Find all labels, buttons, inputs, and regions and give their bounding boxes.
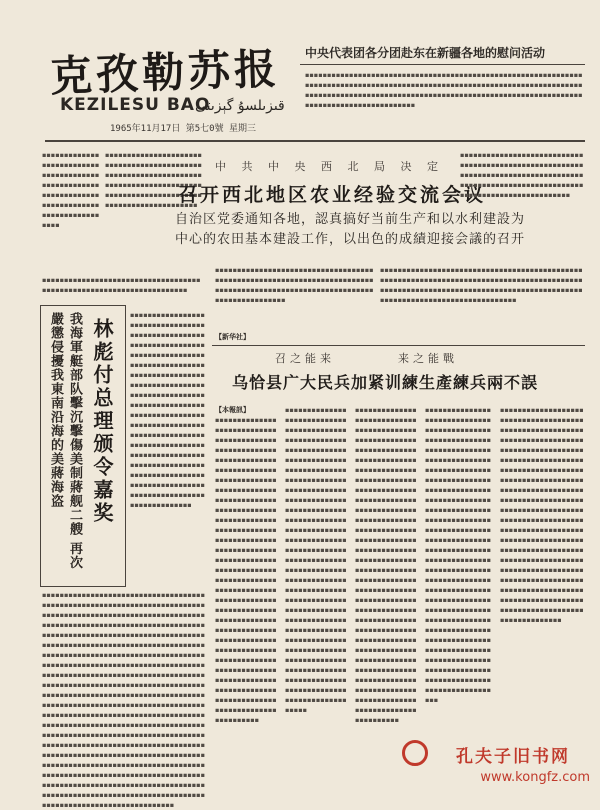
- lead-story-deck-line1: 自治区党委通知各地，認真搞好当前生产和以水利建設为: [175, 212, 526, 227]
- top-story-headline: 中央代表团各分团赴东在新疆各地的慰问活动: [305, 46, 546, 60]
- divider: [212, 345, 585, 346]
- second-story-col-2: ▪▪▪▪▪▪▪▪▪▪▪▪▪▪▪▪▪▪▪▪▪▪▪▪▪▪▪▪▪▪▪▪▪▪▪▪▪▪▪▪▪▪▪▪▪▪▪▪▪▪▪▪▪▪▪▪▪▪▪▪▪▪▪▪▪▪▪▪▪▪▪▪▪▪▪▪▪▪▪▪▪▪▪▪▪▪▪▪▪▪▪▪▪▪▪▪▪▪▪▪▪▪▪▪▪▪▪▪▪▪▪▪▪▪▪▪▪▪▪▪▪▪▪▪▪▪▪▪▪▪▪▪▪▪▪▪▪▪▪▪▪▪▪▪▪▪▪▪▪▪▪▪▪▪▪▪▪▪▪▪▪▪▪▪▪▪▪▪▪▪▪▪▪▪▪▪▪▪▪▪▪▪▪▪▪▪▪▪▪▪▪▪▪▪▪▪▪▪▪▪▪▪▪▪▪▪▪▪▪▪▪▪▪▪▪▪▪▪▪▪▪▪▪▪▪▪▪▪▪▪▪▪▪▪▪▪▪▪▪▪▪▪▪▪▪▪▪▪▪▪▪▪▪▪▪▪▪▪▪▪▪▪▪▪▪▪▪▪▪▪▪▪▪▪▪▪▪▪▪▪▪▪▪▪▪▪▪▪▪▪▪▪▪▪▪▪▪▪▪▪▪▪▪▪▪▪▪▪▪▪▪▪▪▪▪▪▪▪▪▪▪▪▪▪▪▪▪▪▪▪▪▪▪▪▪▪▪▪▪▪▪▪▪▪▪▪▪▪▪▪▪▪▪▪▪▪▪▪▪▪▪▪▪▪▪▪▪▪▪▪▪▪▪▪▪▪▪▪▪▪▪▪▪▪▪▪▪▪▪▪▪▪▪▪▪▪▪▪▪▪▪▪▪▪▪▪▪▪▪▪▪▪▪▪▪▪▪▪▪▪▪▪▪▪▪: [285, 406, 347, 714]
- masthead-rule: [45, 140, 585, 142]
- second-story-kicker-left: 召之能来: [275, 352, 335, 365]
- newspaper-title: 克孜勒苏报: [49, 43, 281, 101]
- right-column-body: ▪▪▪▪▪▪▪▪▪▪▪▪▪▪▪▪▪▪▪▪▪▪▪▪▪▪▪▪▪▪▪▪▪▪▪▪▪▪▪▪▪▪▪▪▪▪▪▪▪▪▪▪▪▪▪▪▪▪▪▪▪▪▪▪▪▪▪▪▪▪▪▪▪▪▪▪▪▪▪▪▪▪▪▪▪▪▪▪▪▪▪▪▪▪▪▪▪▪▪▪▪▪▪▪▪▪▪▪▪▪▪▪▪▪▪▪▪▪▪▪▪▪▪▪▪▪▪▪▪▪▪▪▪▪▪▪▪: [460, 151, 584, 199]
- second-story-headline: 乌恰县广大民兵加紧训練生產練兵兩不誤: [232, 373, 539, 392]
- watermark-text: 孔夫子旧书网: [456, 747, 570, 767]
- lead-story-kicker: 中 共 中 央 西 北 局 决 定: [215, 160, 444, 173]
- watermark-logo-icon: [402, 740, 428, 766]
- watermark-url: www.kongfz.com: [480, 770, 590, 785]
- newspaper-title-uyghur: قىزىلسۇ گېزىتى: [195, 98, 285, 114]
- lead-story-body-1: ▪▪▪▪▪▪▪▪▪▪▪▪▪▪▪▪▪▪▪▪▪▪▪▪▪▪▪▪▪▪▪▪▪▪▪▪▪▪▪▪▪▪▪▪▪▪▪▪▪▪▪▪▪▪▪▪▪▪▪▪▪▪▪▪▪▪▪▪▪▪▪▪▪▪▪▪▪▪▪▪▪▪▪▪▪▪▪▪▪▪▪▪▪▪▪▪▪▪▪▪▪▪▪▪▪▪▪▪▪▪▪▪▪▪▪▪▪▪▪▪▪▪▪▪: [215, 266, 374, 304]
- lead-story-deck-line2: 中心的农田基本建設工作，以出色的成績迎接会議的召开: [175, 232, 526, 247]
- xinhua-tag: 【新华社】: [215, 333, 250, 341]
- second-story-col-5: ▪▪▪▪▪▪▪▪▪▪▪▪▪▪▪▪▪▪▪▪▪▪▪▪▪▪▪▪▪▪▪▪▪▪▪▪▪▪▪▪▪▪▪▪▪▪▪▪▪▪▪▪▪▪▪▪▪▪▪▪▪▪▪▪▪▪▪▪▪▪▪▪▪▪▪▪▪▪▪▪▪▪▪▪▪▪▪▪▪▪▪▪▪▪▪▪▪▪▪▪▪▪▪▪▪▪▪▪▪▪▪▪▪▪▪▪▪▪▪▪▪▪▪▪▪▪▪▪▪▪▪▪▪▪▪▪▪▪▪▪▪▪▪▪▪▪▪▪▪▪▪▪▪▪▪▪▪▪▪▪▪▪▪▪▪▪▪▪▪▪▪▪▪▪▪▪▪▪▪▪▪▪▪▪▪▪▪▪▪▪▪▪▪▪▪▪▪▪▪▪▪▪▪▪▪▪▪▪▪▪▪▪▪▪▪▪▪▪▪▪▪▪▪▪▪▪▪▪▪▪▪▪▪▪▪▪▪▪▪▪▪▪▪▪▪▪▪▪▪▪▪▪▪▪▪▪▪▪▪▪▪▪▪▪▪▪▪▪▪▪▪▪▪▪▪▪▪▪▪▪▪▪▪▪▪▪▪▪▪▪▪▪▪▪▪▪▪▪▪▪▪▪▪▪▪▪▪▪▪▪▪▪▪▪▪▪▪▪▪▪▪▪▪▪▪▪▪▪▪▪▪▪▪▪▪▪▪▪▪▪▪▪▪▪▪▪▪▪▪▪▪▪▪▪▪▪▪▪▪▪▪▪▪▪▪▪▪▪▪▪▪▪▪▪▪▪▪▪▪▪▪▪▪▪▪▪▪▪▪▪▪▪▪▪▪▪▪▪▪▪▪▪▪▪▪▪▪▪▪▪▪▪▪: [500, 406, 584, 624]
- lead-story-body-2: ▪▪▪▪▪▪▪▪▪▪▪▪▪▪▪▪▪▪▪▪▪▪▪▪▪▪▪▪▪▪▪▪▪▪▪▪▪▪▪▪▪▪▪▪▪▪▪▪▪▪▪▪▪▪▪▪▪▪▪▪▪▪▪▪▪▪▪▪▪▪▪▪▪▪▪▪▪▪▪▪▪▪▪▪▪▪▪▪▪▪▪▪▪▪▪▪▪▪▪▪▪▪▪▪▪▪▪▪▪▪▪▪▪▪▪▪▪▪▪▪▪▪▪▪▪▪▪▪▪▪▪▪▪▪▪▪▪▪▪▪▪▪▪▪▪▪▪▪▪▪▪▪▪▪▪▪▪▪▪▪▪▪▪▪▪▪▪▪▪: [380, 266, 583, 304]
- left-column-body: ▪▪▪▪▪▪▪▪▪▪▪▪▪▪▪▪▪▪▪▪▪▪▪▪▪▪▪▪▪▪▪▪▪▪▪▪▪▪▪▪▪▪▪▪▪▪▪▪▪▪▪▪▪▪▪▪▪▪▪▪▪▪▪▪▪▪▪▪▪▪▪▪▪▪▪▪▪▪▪▪▪▪▪▪▪▪▪▪▪▪▪▪▪▪▪: [42, 151, 100, 229]
- second-story-kicker-right: 来之能戰: [398, 352, 458, 365]
- left-column-body-2: ▪▪▪▪▪▪▪▪▪▪▪▪▪▪▪▪▪▪▪▪▪▪▪▪▪▪▪▪▪▪▪▪▪▪▪▪▪▪▪▪▪▪▪▪▪▪▪▪▪▪▪▪▪▪▪▪▪▪▪▪▪▪▪▪▪▪▪▪▪▪▪▪▪▪▪▪▪▪▪▪▪▪▪▪▪▪▪▪▪▪▪▪▪▪▪▪▪▪▪▪▪▪▪▪▪▪▪▪▪▪▪▪▪▪▪▪▪▪▪▪▪▪▪▪▪▪▪▪▪▪▪: [105, 151, 202, 209]
- left-column-body-3: ▪▪▪▪▪▪▪▪▪▪▪▪▪▪▪▪▪▪▪▪▪▪▪▪▪▪▪▪▪▪▪▪▪▪▪▪▪▪▪▪▪▪▪▪▪▪▪▪▪▪▪▪▪▪▪▪▪▪▪▪▪▪▪▪▪▪▪▪▪: [42, 276, 201, 294]
- second-story-col-1: ▪▪▪▪▪▪▪▪▪▪▪▪▪▪▪▪▪▪▪▪▪▪▪▪▪▪▪▪▪▪▪▪▪▪▪▪▪▪▪▪▪▪▪▪▪▪▪▪▪▪▪▪▪▪▪▪▪▪▪▪▪▪▪▪▪▪▪▪▪▪▪▪▪▪▪▪▪▪▪▪▪▪▪▪▪▪▪▪▪▪▪▪▪▪▪▪▪▪▪▪▪▪▪▪▪▪▪▪▪▪▪▪▪▪▪▪▪▪▪▪▪▪▪▪▪▪▪▪▪▪▪▪▪▪▪▪▪▪▪▪▪▪▪▪▪▪▪▪▪▪▪▪▪▪▪▪▪▪▪▪▪▪▪▪▪▪▪▪▪▪▪▪▪▪▪▪▪▪▪▪▪▪▪▪▪▪▪▪▪▪▪▪▪▪▪▪▪▪▪▪▪▪▪▪▪▪▪▪▪▪▪▪▪▪▪▪▪▪▪▪▪▪▪▪▪▪▪▪▪▪▪▪▪▪▪▪▪▪▪▪▪▪▪▪▪▪▪▪▪▪▪▪▪▪▪▪▪▪▪▪▪▪▪▪▪▪▪▪▪▪▪▪▪▪▪▪▪▪▪▪▪▪▪▪▪▪▪▪▪▪▪▪▪▪▪▪▪▪▪▪▪▪▪▪▪▪▪▪▪▪▪▪▪▪▪▪▪▪▪▪▪▪▪▪▪▪▪▪▪▪▪▪▪▪▪▪▪▪▪▪▪▪▪▪▪▪▪▪▪▪▪▪▪▪▪▪▪▪▪▪▪▪▪▪▪▪▪▪▪▪▪▪▪▪▪▪▪▪▪▪▪▪▪▪▪▪▪▪▪▪▪▪▪▪▪▪▪▪▪▪▪▪▪▪▪▪▪▪▪▪▪▪▪▪▪▪▪▪▪▪▪▪▪▪▪▪▪▪▪▪: [215, 416, 277, 724]
- military-story-body-2: ▪▪▪▪▪▪▪▪▪▪▪▪▪▪▪▪▪▪▪▪▪▪▪▪▪▪▪▪▪▪▪▪▪▪▪▪▪▪▪▪▪▪▪▪▪▪▪▪▪▪▪▪▪▪▪▪▪▪▪▪▪▪▪▪▪▪▪▪▪▪▪▪▪▪▪▪▪▪▪▪▪▪▪▪▪▪▪▪▪▪▪▪▪▪▪▪▪▪▪▪▪▪▪▪▪▪▪▪▪▪▪▪▪▪▪▪▪▪▪▪▪▪▪▪▪▪▪▪▪▪▪▪▪▪▪▪▪▪▪▪▪▪▪▪▪▪▪▪▪▪▪▪▪▪▪▪▪▪▪▪▪▪▪▪▪▪▪▪▪▪▪▪▪▪▪▪▪▪▪▪▪▪▪▪▪▪▪▪▪▪▪▪▪▪▪▪▪▪▪▪▪▪▪▪▪▪▪▪▪▪▪▪▪▪▪▪▪▪▪▪▪▪▪▪▪▪▪▪▪▪▪▪▪▪▪▪▪▪▪▪▪▪▪▪▪▪▪▪▪▪▪▪▪▪▪▪▪▪▪▪▪▪▪▪▪▪▪▪▪▪▪▪▪▪▪▪▪▪▪▪▪▪▪▪▪▪▪▪▪▪▪▪▪▪▪▪▪▪▪▪▪▪▪▪▪▪▪▪▪▪▪▪▪▪▪▪▪▪▪▪▪▪▪▪▪▪▪▪▪▪▪▪▪▪▪▪▪▪▪▪▪▪▪▪▪▪▪▪▪▪▪▪▪▪▪▪▪▪▪▪▪▪▪▪▪▪▪▪▪▪▪▪▪▪▪▪▪▪▪▪▪▪▪▪▪▪▪▪▪▪▪▪▪▪▪▪▪▪▪▪▪▪▪▪▪▪▪▪▪▪▪▪▪▪▪▪▪▪▪▪▪▪▪▪▪▪▪▪▪▪▪▪▪▪▪▪▪▪▪▪▪▪▪▪▪▪▪▪▪▪▪▪▪▪▪▪▪▪▪▪▪▪▪▪▪▪▪▪▪▪▪▪▪▪▪▪▪▪▪▪▪▪▪▪▪▪▪▪▪▪▪▪▪▪▪▪▪▪▪▪▪▪▪▪▪▪▪▪▪▪▪▪▪▪▪▪▪▪▪▪▪▪▪▪▪▪▪▪▪▪▪▪▪▪▪▪▪▪▪▪▪▪▪▪▪▪▪▪▪▪▪▪▪▪▪▪▪▪▪▪▪▪▪▪▪▪▪▪▪▪▪▪▪▪▪▪▪▪▪▪▪▪▪▪▪▪▪▪▪▪▪▪▪▪▪▪▪▪▪▪▪▪▪▪▪▪▪▪▪▪▪▪▪▪▪▪▪▪▪▪▪▪▪▪▪▪▪▪▪▪▪▪▪▪▪▪▪▪▪▪▪▪▪▪▪▪▪▪▪▪▪▪▪▪▪▪▪▪▪▪▪▪▪▪▪▪▪▪▪▪▪▪▪▪▪▪▪▪▪▪▪▪▪▪▪▪▪▪▪▪▪▪▪▪▪▪▪▪▪▪▪▪▪▪▪▪▪▪▪▪▪▪▪▪▪▪▪▪▪▪▪▪▪▪▪▪▪▪▪▪▪▪▪▪▪▪▪▪▪▪▪▪▪▪▪▪▪▪▪▪▪▪▪▪▪▪▪▪▪▪▪▪▪▪▪▪▪▪▪▪▪▪▪▪▪▪▪▪▪▪▪▪▪▪▪▪▪▪▪▪▪▪▪▪▪▪▪▪▪▪▪▪▪▪▪▪▪: [42, 591, 205, 809]
- local-tag: 【本報訊】: [215, 406, 250, 414]
- second-story-col-4: ▪▪▪▪▪▪▪▪▪▪▪▪▪▪▪▪▪▪▪▪▪▪▪▪▪▪▪▪▪▪▪▪▪▪▪▪▪▪▪▪▪▪▪▪▪▪▪▪▪▪▪▪▪▪▪▪▪▪▪▪▪▪▪▪▪▪▪▪▪▪▪▪▪▪▪▪▪▪▪▪▪▪▪▪▪▪▪▪▪▪▪▪▪▪▪▪▪▪▪▪▪▪▪▪▪▪▪▪▪▪▪▪▪▪▪▪▪▪▪▪▪▪▪▪▪▪▪▪▪▪▪▪▪▪▪▪▪▪▪▪▪▪▪▪▪▪▪▪▪▪▪▪▪▪▪▪▪▪▪▪▪▪▪▪▪▪▪▪▪▪▪▪▪▪▪▪▪▪▪▪▪▪▪▪▪▪▪▪▪▪▪▪▪▪▪▪▪▪▪▪▪▪▪▪▪▪▪▪▪▪▪▪▪▪▪▪▪▪▪▪▪▪▪▪▪▪▪▪▪▪▪▪▪▪▪▪▪▪▪▪▪▪▪▪▪▪▪▪▪▪▪▪▪▪▪▪▪▪▪▪▪▪▪▪▪▪▪▪▪▪▪▪▪▪▪▪▪▪▪▪▪▪▪▪▪▪▪▪▪▪▪▪▪▪▪▪▪▪▪▪▪▪▪▪▪▪▪▪▪▪▪▪▪▪▪▪▪▪▪▪▪▪▪▪▪▪▪▪▪▪▪▪▪▪▪▪▪▪▪▪▪▪▪▪▪▪▪▪▪▪▪▪▪▪▪▪▪▪▪▪▪▪▪▪▪▪▪▪▪▪▪▪▪▪▪▪▪▪▪▪▪▪▪▪▪▪▪▪▪▪▪▪▪▪▪▪▪▪▪▪▪▪▪▪▪▪▪▪▪▪▪▪▪▪▪▪▪▪▪▪▪▪▪▪▪▪▪▪▪▪▪▪▪▪▪▪▪▪: [425, 406, 492, 704]
- lead-story-headline: 召开西北地区农业经验交流会议: [178, 184, 487, 206]
- top-story-body: ▪▪▪▪▪▪▪▪▪▪▪▪▪▪▪▪▪▪▪▪▪▪▪▪▪▪▪▪▪▪▪▪▪▪▪▪▪▪▪▪▪▪▪▪▪▪▪▪▪▪▪▪▪▪▪▪▪▪▪▪▪▪▪▪▪▪▪▪▪▪▪▪▪▪▪▪▪▪▪▪▪▪▪▪▪▪▪▪▪▪▪▪▪▪▪▪▪▪▪▪▪▪▪▪▪▪▪▪▪▪▪▪▪▪▪▪▪▪▪▪▪▪▪▪▪▪▪▪▪▪▪▪▪▪▪▪▪▪▪▪▪▪▪▪▪▪▪▪▪▪▪▪▪▪▪▪▪▪▪▪▪▪▪▪▪▪▪▪▪▪▪▪▪▪▪▪▪▪▪▪▪▪▪▪▪▪▪▪▪▪▪▪▪▪▪▪▪▪▪▪▪▪▪▪▪▪▪▪▪▪▪▪▪▪: [305, 71, 583, 109]
- military-story-subtitle: 我海軍艇部队擊沉擊傷美制蔣舰二艘 再次嚴懲侵擾我東南沿海的美蔣海盗: [48, 312, 82, 570]
- newspaper-title-latin: KEZILESU BAO: [60, 95, 211, 115]
- divider: [300, 64, 585, 65]
- military-story-body: ▪▪▪▪▪▪▪▪▪▪▪▪▪▪▪▪▪▪▪▪▪▪▪▪▪▪▪▪▪▪▪▪▪▪▪▪▪▪▪▪▪▪▪▪▪▪▪▪▪▪▪▪▪▪▪▪▪▪▪▪▪▪▪▪▪▪▪▪▪▪▪▪▪▪▪▪▪▪▪▪▪▪▪▪▪▪▪▪▪▪▪▪▪▪▪▪▪▪▪▪▪▪▪▪▪▪▪▪▪▪▪▪▪▪▪▪▪▪▪▪▪▪▪▪▪▪▪▪▪▪▪▪▪▪▪▪▪▪▪▪▪▪▪▪▪▪▪▪▪▪▪▪▪▪▪▪▪▪▪▪▪▪▪▪▪▪▪▪▪▪▪▪▪▪▪▪▪▪▪▪▪▪▪▪▪▪▪▪▪▪▪▪▪▪▪▪▪▪▪▪▪▪▪▪▪▪▪▪▪▪▪▪▪▪▪▪▪▪▪▪▪▪▪▪▪▪▪▪▪▪▪▪▪▪▪▪▪▪▪▪▪▪▪▪▪▪▪▪▪▪▪▪▪▪▪▪▪▪▪▪▪▪▪▪▪▪▪▪▪▪▪▪▪▪▪▪▪▪▪▪▪▪▪▪▪▪▪▪▪▪▪▪▪▪▪▪▪▪▪▪▪▪▪▪▪▪▪▪▪▪▪▪▪▪▪▪▪▪▪▪▪▪▪▪▪▪▪▪▪▪▪▪▪▪▪▪▪: [130, 311, 205, 509]
- military-story-title: 林彪付总理颁令嘉奖: [90, 318, 114, 525]
- second-story-col-3: ▪▪▪▪▪▪▪▪▪▪▪▪▪▪▪▪▪▪▪▪▪▪▪▪▪▪▪▪▪▪▪▪▪▪▪▪▪▪▪▪▪▪▪▪▪▪▪▪▪▪▪▪▪▪▪▪▪▪▪▪▪▪▪▪▪▪▪▪▪▪▪▪▪▪▪▪▪▪▪▪▪▪▪▪▪▪▪▪▪▪▪▪▪▪▪▪▪▪▪▪▪▪▪▪▪▪▪▪▪▪▪▪▪▪▪▪▪▪▪▪▪▪▪▪▪▪▪▪▪▪▪▪▪▪▪▪▪▪▪▪▪▪▪▪▪▪▪▪▪▪▪▪▪▪▪▪▪▪▪▪▪▪▪▪▪▪▪▪▪▪▪▪▪▪▪▪▪▪▪▪▪▪▪▪▪▪▪▪▪▪▪▪▪▪▪▪▪▪▪▪▪▪▪▪▪▪▪▪▪▪▪▪▪▪▪▪▪▪▪▪▪▪▪▪▪▪▪▪▪▪▪▪▪▪▪▪▪▪▪▪▪▪▪▪▪▪▪▪▪▪▪▪▪▪▪▪▪▪▪▪▪▪▪▪▪▪▪▪▪▪▪▪▪▪▪▪▪▪▪▪▪▪▪▪▪▪▪▪▪▪▪▪▪▪▪▪▪▪▪▪▪▪▪▪▪▪▪▪▪▪▪▪▪▪▪▪▪▪▪▪▪▪▪▪▪▪▪▪▪▪▪▪▪▪▪▪▪▪▪▪▪▪▪▪▪▪▪▪▪▪▪▪▪▪▪▪▪▪▪▪▪▪▪▪▪▪▪▪▪▪▪▪▪▪▪▪▪▪▪▪▪▪▪▪▪▪▪▪▪▪▪▪▪▪▪▪▪▪▪▪▪▪▪▪▪▪▪▪▪▪▪▪▪▪▪▪▪▪▪▪▪▪▪▪▪▪▪▪▪▪▪▪▪▪▪▪▪▪▪▪▪▪▪▪: [355, 406, 417, 724]
- dateline: 1965年11月17日 第5七0號 星期三: [110, 124, 257, 134]
